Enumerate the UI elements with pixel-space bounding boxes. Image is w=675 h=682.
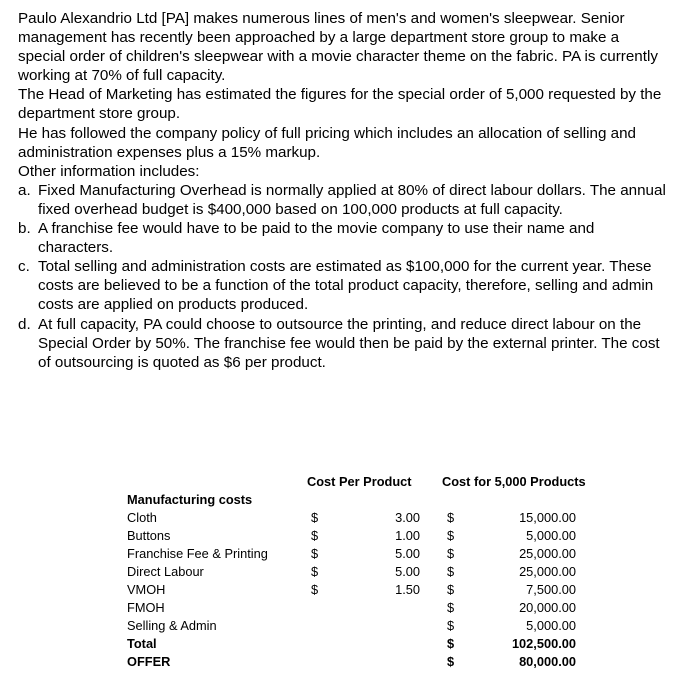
cost-per-product-value: 5.00 — [395, 564, 420, 579]
pricing-policy-paragraph: He has followed the company policy of full pricing which includes an allocation of selling and administration expenses plus a 15% markup. — [18, 124, 636, 161]
list-item-c — [18, 257, 670, 314]
currency-symbol: $ — [447, 582, 455, 597]
cost-5000-products-value: 80,000.00 — [519, 654, 576, 669]
cost-5000-products-value: 25,000.00 — [519, 564, 576, 579]
cost-5000-products-value: 102,500.00 — [511, 636, 576, 651]
currency-symbol: $ — [447, 600, 455, 615]
list-item-text: Fixed Manufacturing Overhead is normally applied at 80% of direct labour dollars. The annual fixed overhead budget is $400,000 based on 100,000 products at full capacity. — [38, 181, 666, 218]
cost-5000-products-value: 5,000.00 — [526, 528, 576, 543]
cost-5000-products-value: 25,000.00 — [519, 546, 576, 561]
cost-5000-products-value: 7,500.00 — [526, 582, 576, 597]
list-marker: a. — [18, 181, 31, 199]
currency-symbol: $ — [311, 546, 319, 561]
currency-symbol: $ — [447, 618, 455, 633]
header-cost-per-product: Cost Per Product — [307, 474, 412, 489]
cost-5000-products-value: 15,000.00 — [519, 510, 576, 525]
currency-symbol: $ — [447, 510, 455, 525]
cost-per-product-value: 1.50 — [395, 582, 420, 597]
cost-5000-products-value: 5,000.00 — [526, 618, 576, 633]
row-label: Cloth — [127, 510, 157, 525]
other-info-heading: Other information includes: — [18, 162, 200, 180]
header-cost-5000-products: Cost for 5,000 Products — [442, 474, 586, 489]
cost-per-product-value: 3.00 — [395, 510, 420, 525]
list-item-b — [18, 219, 670, 257]
row-label: Buttons — [127, 528, 171, 543]
cost-per-product-value: 1.00 — [395, 528, 420, 543]
list-marker: d. — [18, 315, 31, 333]
row-label: Selling & Admin — [127, 618, 217, 633]
currency-symbol: $ — [447, 564, 455, 579]
row-label: Direct Labour — [127, 564, 204, 579]
currency-symbol: $ — [311, 582, 319, 597]
list-marker: b. — [18, 220, 31, 238]
row-label: VMOH — [127, 582, 166, 597]
list-item-a — [18, 181, 670, 219]
currency-symbol: $ — [447, 546, 455, 561]
cost-5000-products-value: 20,000.00 — [519, 600, 576, 615]
cost-per-product-value: 5.00 — [395, 546, 420, 561]
currency-symbol: $ — [447, 636, 455, 651]
row-label: FMOH — [127, 600, 165, 615]
row-label: Franchise Fee & Printing — [127, 546, 268, 561]
currency-symbol: $ — [447, 528, 455, 543]
problem-text — [18, 9, 670, 372]
currency-symbol: $ — [311, 528, 319, 543]
list-item-d — [18, 315, 670, 372]
currency-symbol: $ — [311, 564, 319, 579]
list-item-text: At full capacity, PA could choose to outsource the printing, and reduce direct labour on the Special Order by 50%. The franchise fee would then be paid by the external printer. The cost of outsourcing is quoted as $6 per product. — [38, 315, 660, 371]
currency-symbol: $ — [447, 654, 455, 669]
marketing-paragraph: The Head of Marketing has estimated the figures for the special order of 5,000 requested by the department store group. — [18, 86, 662, 123]
currency-symbol: $ — [311, 510, 319, 525]
row-label: Total — [127, 636, 157, 651]
list-marker: c. — [18, 258, 30, 276]
section-title-manufacturing-costs: Manufacturing costs — [127, 492, 253, 507]
list-item-text: A franchise fee would have to be paid to the movie company to use their name and characters. — [38, 220, 595, 257]
list-item-text: Total selling and administration costs are estimated as $100,000 for the current year. These costs are believed to be a function of the total product capacity, therefore, selling and admin costs are applied on products produced. — [38, 258, 654, 314]
row-label: OFFER — [127, 654, 171, 669]
intro-paragraph: Paulo Alexandrio Ltd [PA] makes numerous lines of men's and women's sleepwear. Senior management has recently been approached by a large department store group to make a special order of children's sleepwear with a movie character theme on the fabric. PA is currently working at 70% of full capacity. — [18, 10, 658, 85]
